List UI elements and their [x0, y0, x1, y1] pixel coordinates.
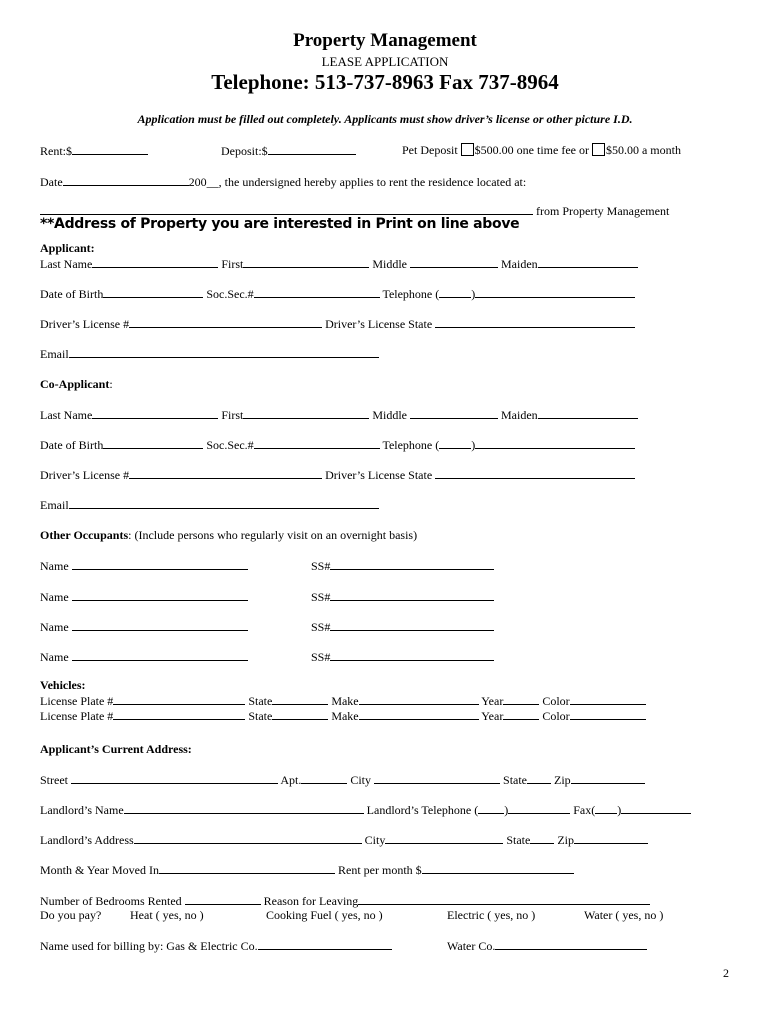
ssn-label: Soc.Sec.# — [206, 287, 254, 301]
vehicle-1-color-field[interactable] — [570, 693, 646, 705]
occupant-name-label: Name — [40, 650, 69, 664]
plate-label: License Plate # — [40, 709, 114, 723]
moved-in-field[interactable] — [159, 862, 335, 874]
city-label: City — [364, 833, 386, 847]
landlord-name-label: Landlord’s Name — [40, 803, 124, 817]
vehicle-1-state-field[interactable] — [272, 693, 328, 705]
reason-field[interactable] — [358, 893, 650, 905]
water-option[interactable]: Water ( yes, no ) — [584, 908, 664, 922]
date-label: Date — [40, 175, 63, 189]
street-label: Street — [40, 773, 68, 787]
form-title: Property Management — [293, 30, 477, 51]
pet-deposit-label: Pet Deposit — [402, 143, 458, 157]
occupant-1-name-field[interactable] — [72, 558, 248, 570]
phone-close-label: ) — [471, 287, 476, 301]
occupant-row — [311, 558, 494, 573]
applicant-dob-field[interactable] — [103, 286, 203, 298]
occupant-3-name-field[interactable] — [72, 619, 248, 631]
pet-monthly-label: $50.00 a month — [605, 143, 681, 157]
dl-state-label: Driver’s License State — [325, 468, 433, 482]
ssn-label: Soc.Sec.# — [206, 438, 254, 452]
pet-monthly-checkbox[interactable] — [592, 143, 605, 156]
coapplicant-heading — [40, 377, 113, 391]
dl-state-label: Driver’s License State — [325, 317, 433, 331]
water-co-row — [447, 938, 647, 953]
first-name-label: First — [221, 408, 244, 422]
coapplicant-middle-name-field[interactable] — [410, 407, 498, 419]
rent-label: Rent:$ — [40, 144, 72, 158]
water-co-field[interactable] — [495, 938, 647, 950]
last-name-label: Last Name — [40, 408, 93, 422]
rent-row — [40, 143, 148, 158]
occupant-name-label: Name — [40, 590, 69, 604]
coapplicant-last-name-field[interactable] — [92, 407, 218, 419]
cooking-fuel-option[interactable]: Cooking Fuel ( yes, no ) — [266, 908, 383, 922]
applicant-email-row — [40, 346, 379, 361]
zip-field[interactable] — [571, 772, 645, 784]
handwritten-note: **Address of Property you are interested in Print on line above — [40, 216, 520, 232]
billing-label: Name used for billing by: Gas & Electric Co. — [40, 939, 258, 953]
current-address-heading: Applicant’s Current Address: — [40, 742, 192, 756]
state-field[interactable] — [527, 772, 551, 784]
occupant-name-label: Name — [40, 620, 69, 634]
occupant-ss-label: SS# — [311, 590, 331, 604]
street-field[interactable] — [71, 772, 278, 784]
middle-name-label: Middle — [372, 408, 407, 422]
year-label: Year — [481, 709, 504, 723]
email-label: Email — [40, 347, 69, 361]
date-row — [40, 174, 526, 189]
phone-label: Telephone ( — [382, 438, 440, 452]
landlord-state-field[interactable] — [530, 832, 554, 844]
page-number: 2 — [723, 966, 729, 980]
bedrooms-row — [40, 893, 650, 908]
coapplicant-dl-row — [40, 467, 635, 482]
fax-label: Fax( — [573, 803, 596, 817]
coapplicant-ssn-field[interactable] — [254, 437, 380, 449]
street-row — [40, 772, 645, 787]
year-label: Year — [481, 694, 504, 708]
phone-label: Telephone ( — [382, 287, 440, 301]
occupant-4-ss-field[interactable] — [330, 649, 494, 661]
applicant-heading: Applicant: — [40, 241, 95, 255]
date-field[interactable] — [63, 174, 189, 186]
billing-row — [40, 938, 392, 953]
coapplicant-first-name-field[interactable] — [243, 407, 369, 419]
applicant-ssn-field[interactable] — [254, 286, 380, 298]
coapplicant-email-field[interactable] — [69, 497, 379, 509]
moved-in-label: Month & Year Moved In — [40, 863, 159, 877]
coapplicant-dob-row — [40, 437, 635, 452]
vehicle-2-year-field[interactable] — [503, 708, 539, 720]
heat-option[interactable]: Heat ( yes, no ) — [130, 908, 204, 922]
deposit-label: Deposit:$ — [221, 144, 268, 158]
zip-label: Zip — [557, 833, 574, 847]
reason-label: Reason for Leaving — [263, 894, 359, 908]
landlord-phone-label: Landlord’s Telephone ( — [366, 803, 479, 817]
occupant-ss-label: SS# — [311, 650, 331, 664]
landlord-name-row — [40, 802, 691, 817]
from-pm-text: from Property Management — [536, 204, 670, 218]
applicant-last-name-field[interactable] — [92, 256, 218, 268]
plate-label: License Plate # — [40, 694, 114, 708]
vehicle-1-year-field[interactable] — [503, 693, 539, 705]
occupant-4-name-field[interactable] — [72, 649, 248, 661]
deposit-field[interactable] — [268, 143, 356, 155]
deposit-row — [221, 143, 356, 158]
email-label: Email — [40, 498, 69, 512]
dl-label: Driver’s License # — [40, 317, 130, 331]
color-label: Color — [542, 709, 570, 723]
occupant-1-ss-field[interactable] — [330, 558, 494, 570]
vehicle-2-plate-field[interactable] — [113, 708, 245, 720]
occupant-row — [311, 649, 494, 664]
phone-close-label: ) — [471, 438, 476, 452]
middle-name-label: Middle — [372, 257, 407, 271]
occupants-heading-label: Other Occupants — [40, 528, 129, 542]
occupant-row — [40, 558, 248, 573]
vehicle-1-make-field[interactable] — [359, 693, 479, 705]
bedrooms-label: Number of Bedrooms Rented — [40, 894, 182, 908]
occupant-name-label: Name — [40, 559, 69, 573]
vehicle-1-plate-field[interactable] — [113, 693, 245, 705]
pet-onetime-label: $500.00 one time fee or — [474, 143, 589, 157]
occupant-ss-label: SS# — [311, 620, 331, 634]
coapplicant-phone-field[interactable] — [475, 437, 635, 449]
rent-per-month-label: Rent per month $ — [338, 863, 422, 877]
dob-label: Date of Birth — [40, 438, 104, 452]
city-field[interactable] — [374, 772, 500, 784]
state-label: State — [503, 773, 528, 787]
landlord-address-row — [40, 832, 648, 847]
make-label: Make — [331, 709, 359, 723]
occupant-row — [40, 649, 248, 664]
occupant-2-ss-field[interactable] — [330, 589, 494, 601]
landlord-address-field[interactable] — [134, 832, 362, 844]
coapplicant-dl-field[interactable] — [129, 467, 322, 479]
applicant-middle-name-field[interactable] — [410, 256, 498, 268]
occupants-heading — [40, 528, 417, 542]
landlord-zip-field[interactable] — [574, 832, 648, 844]
applicant-email-field[interactable] — [69, 346, 379, 358]
form-subtitle: LEASE APPLICATION — [321, 54, 449, 69]
vehicle-2-make-field[interactable] — [359, 708, 479, 720]
occupant-row — [40, 589, 248, 604]
applicant-dl-state-field[interactable] — [435, 316, 635, 328]
contact-phone: Telephone: 513-737-8963 Fax 737-8964 — [211, 70, 559, 94]
vehicle-2-state-field[interactable] — [272, 708, 328, 720]
applicant-dl-row — [40, 316, 635, 331]
rent-per-month-field[interactable] — [422, 862, 574, 874]
applicant-dl-field[interactable] — [129, 316, 322, 328]
rent-field[interactable] — [72, 143, 148, 155]
occupants-note: : (Include persons who regularly visit on an overnight basis) — [128, 528, 418, 542]
dob-label: Date of Birth — [40, 287, 104, 301]
coapplicant-heading-label: Co-Applicant — [40, 377, 110, 391]
vehicle-row — [40, 708, 646, 723]
coapplicant-name-row — [40, 407, 638, 422]
vehicle-row — [40, 693, 646, 708]
fax-close: ) — [617, 803, 622, 817]
maiden-name-label: Maiden — [501, 257, 538, 271]
applicant-dob-row — [40, 286, 635, 301]
zip-label: Zip — [554, 773, 571, 787]
coapplicant-colon: : — [109, 377, 113, 391]
date-year-text: 200__, the undersigned hereby applies to rent the residence located at: — [188, 175, 527, 189]
last-name-label: Last Name — [40, 257, 93, 271]
applicant-name-row — [40, 256, 638, 271]
fax-area-code-field[interactable] — [595, 802, 617, 814]
vehicle-2-color-field[interactable] — [570, 708, 646, 720]
vehicle-state-label: State — [248, 694, 273, 708]
landlord-phone-close: ) — [504, 803, 509, 817]
occupant-3-ss-field[interactable] — [330, 619, 494, 631]
coapplicant-email-row — [40, 497, 379, 512]
pet-onetime-checkbox[interactable] — [461, 143, 474, 156]
applicant-phone-field[interactable] — [475, 286, 635, 298]
applicant-maiden-name-field[interactable] — [538, 256, 638, 268]
landlord-name-field[interactable] — [124, 802, 364, 814]
vehicles-heading: Vehicles: — [40, 678, 86, 692]
occupant-row — [40, 619, 248, 634]
color-label: Color — [542, 694, 570, 708]
dl-label: Driver’s License # — [40, 468, 130, 482]
applicant-first-name-field[interactable] — [243, 256, 369, 268]
landlord-address-label: Landlord’s Address — [40, 833, 134, 847]
water-co-label: Water Co. — [447, 939, 496, 953]
do-you-pay-label: Do you pay? — [40, 908, 102, 922]
landlord-area-code-field[interactable] — [478, 802, 504, 814]
occupant-ss-label: SS# — [311, 559, 331, 573]
landlord-phone-field[interactable] — [508, 802, 570, 814]
fax-field[interactable] — [621, 802, 691, 814]
coapplicant-dob-field[interactable] — [103, 437, 203, 449]
pet-deposit-row — [402, 143, 681, 157]
coapplicant-maiden-name-field[interactable] — [538, 407, 638, 419]
occupant-row — [311, 589, 494, 604]
make-label: Make — [331, 694, 359, 708]
landlord-city-field[interactable] — [385, 832, 503, 844]
bedrooms-field[interactable] — [185, 893, 261, 905]
coapplicant-dl-state-field[interactable] — [435, 467, 635, 479]
electric-option[interactable]: Electric ( yes, no ) — [447, 908, 536, 922]
apt-field[interactable] — [301, 772, 347, 784]
maiden-name-label: Maiden — [501, 408, 538, 422]
notice-text: Application must be filled out completely. Applicants must show driver’s license or other picture I.D. — [137, 112, 633, 126]
vehicle-state-label: State — [248, 709, 273, 723]
occupant-row — [311, 619, 494, 634]
moved-in-row — [40, 862, 574, 877]
coapplicant-area-code-field[interactable] — [439, 437, 471, 449]
state-label: State — [506, 833, 531, 847]
property-address-field[interactable] — [40, 203, 533, 215]
apt-label: Apt. — [280, 773, 302, 787]
city-label: City — [350, 773, 372, 787]
first-name-label: First — [221, 257, 244, 271]
applicant-area-code-field[interactable] — [439, 286, 471, 298]
gas-electric-billing-field[interactable] — [258, 938, 392, 950]
occupant-2-name-field[interactable] — [72, 589, 248, 601]
